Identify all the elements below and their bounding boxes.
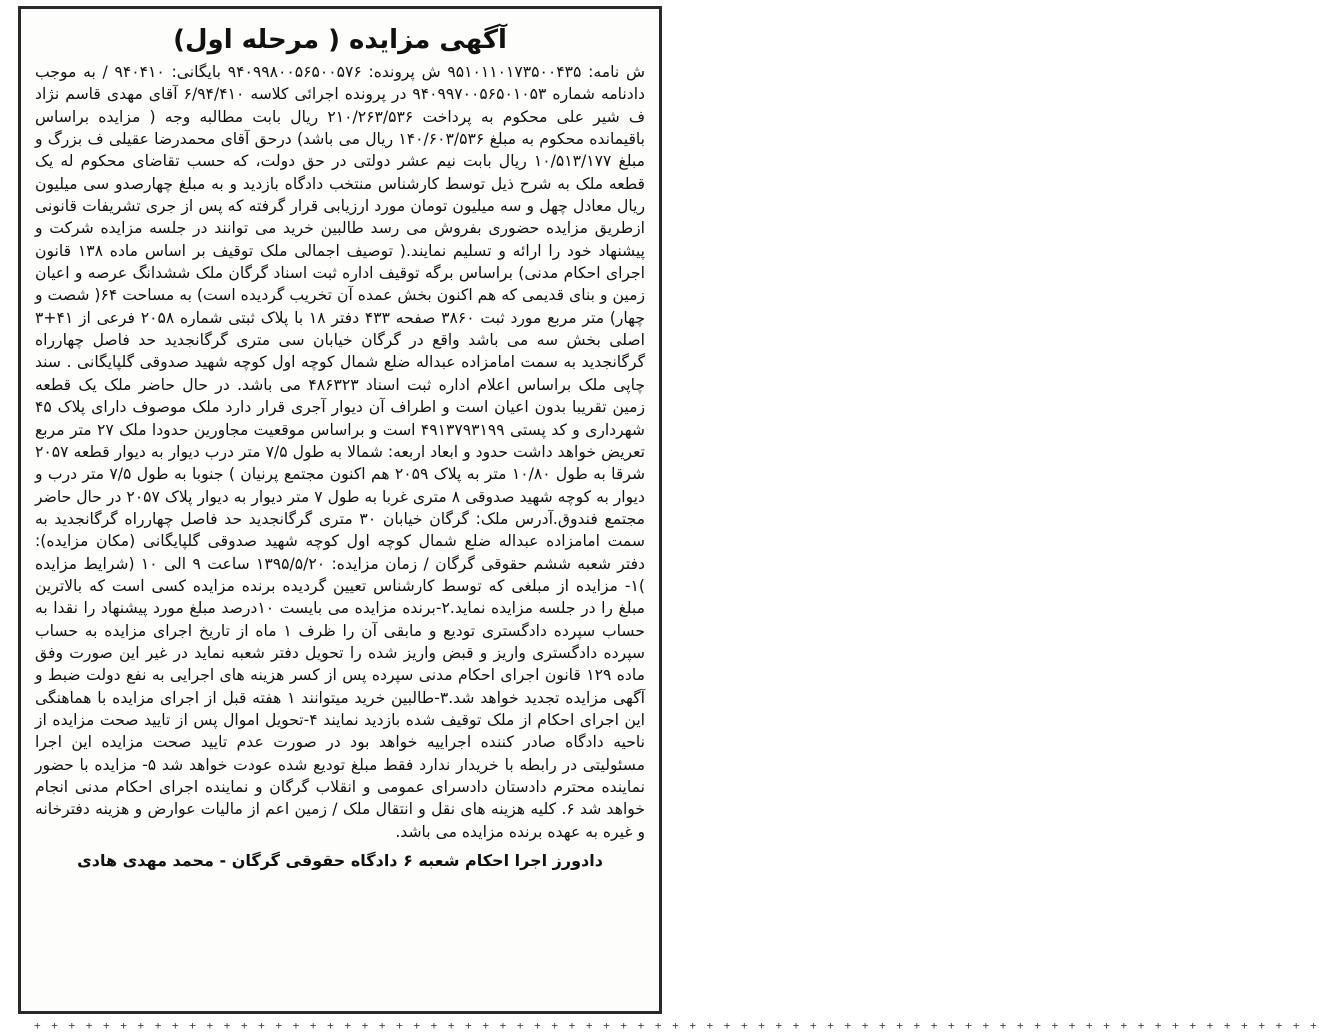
- notice-title: آگهی مزایده ( مرحله اول): [173, 25, 507, 55]
- notice-signature: دادورز اجرا احکام شعبه ۶ دادگاه حقوقی گرگان - محمد مهدی هادی: [77, 851, 603, 871]
- auction-notice: [18, 6, 662, 1014]
- notice-body: [21, 61, 659, 843]
- dotted-divider: + + + + + + + + + + + + + + + + + + + + + + + + + + + + + + + + + + + + + + + + + + + + + + + + + + + + + + + + + + + + + + + + + + + + + + + + + + +: [34, 1019, 1319, 1032]
- notice-body-text: ش نامه: ۹۵۱۰۱۱۰۱۷۳۵۰۰۴۳۵ ش پرونده: ۹۴۰۹۹۸۰۰۵۶۵۰۰۵۷۶ بایگانی: ۹۴۰۴۱۰ / به موجب دادنامه شماره ۹۴۰۹۹۷۰۰۵۶۵۰۱۰۵۳ در پرونده اجرائی کلاسه ۶/۹۴/۴۱۰ آقای مهدی قاسم نژاد ف شیر علی محکوم به پرداخت ۲۱۰/۲۶۳/۵۳۶ ریال بابت مطالبه وجه ( مزایده براساس باقیمانده محکوم به مبلغ ۱۴۰/۶۰۳/۵۳۶ ریال می باشد) درحق آقای محمدرضا عقیلی ف بزرگ و مبلغ ۱۰/۵۱۳/۱۷۷ ریال بابت نیم عشر دولتی در حق دولت، که حسب تقاضای محکوم له یک قطعه ملک به شرح ذیل توسط کارشناس منتخب دادگاه بازدید و به مبلغ چهارصدو سی میلیون ریال معادل چهل و سه میلیون تومان مورد ارزیابی قرار گرفته که پس از جری تشریفات قانونی ازطریق مزایده حضوری بفروش می رسد طالبین خرید می توانند در جلسه مزایده شرکت و پیشنهاد خود را ارائه و تسلیم نمایند.( توصیف اجمالی ملک توقیف بر اساس ماده ۱۳۸ قانون اجرای احکام مدنی) براساس برگه توقیف اداره ثبت اسناد گرگان ملک ششدانگ عرصه و اعیان زمین و بنای قدیمی که هم اکنون بخش عمده آن تخریب گردیده است) به مساحت ۶۴( شصت و چهار) متر مربع مورد ثبت ۳۸۶۰ صفحه ۴۳۳ دفتر ۱۸ با پلاک ثبتی شماره ۲۰۵۸ فرعی از ۴۱+۳ اصلی بخش سه می باشد واقع در گرگان خیابان سی متری گرگانجدید حد فاصل چهارراه گرگانجدید به سمت امامزاده عبداله ضلع شمال کوچه اول کوچه شهید صدوقی گلپایگانی . سند چاپی ملک براساس اعلام اداره ثبت اسناد ۴۸۶۳۲۳ می باشد. در حال حاضر ملک یک قطعه زمین تقریبا بدون اعیان است و اطراف آن دیوار آجری قرار دارد ملک موصوف دارای پلاک ۴۵ شهرداری و کد پستی ۴۹۱۳۷۹۳۱۹۹ است و براساس موقعیت مجاورین حدودا ملک ۲۷ متر مربع تعریض خواهد داشت حدود و ابعاد اربعه: شمالا به طول ۷/۵ متر درب دیوار به دیوار قطعه ۲۰۵۷ شرقا به طول ۱۰/۸۰ متر به پلاک ۲۰۵۹ هم اکنون مجتمع پرنیان ) جنوبا به طول ۷/۵ متر درب و دیوار به کوچه شهید صدوقی ۸ متری غربا به طول ۷ متر دیوار به دیوار پلاک ۲۰۵۷ در حال حاضر مجتمع فندوق.آدرس ملک: گرگان خیابان ۳۰ متری گرگانجدید حد فاصل چهارراه گرگانجدید به سمت امامزاده عبداله ضلع شمال کوچه اول کوچه شهید صدوقی گلپایگانی (مکان مزایده): دفتر شعبه ششم حقوقی گرگان / زمان مزایده: ۱۳۹۵/۵/۲۰ ساعت ۹ الی ۱۰ (شرایط مزایده )۱- مزایده از مبلغی که توسط کارشناس تعیین گردیده برنده مزایده کسی است که بالاترین مبلغ را در جلسه مزایده نماید.۲-برنده مزایده می بایست ۱۰درصد مبلغ مورد پیشنهاد را نقدا به حساب سپرده دادگستری تودیع و مابقی آن را ظرف ۱ ماه از تاریخ اجرای مزایده به حساب سپرده دادگستری واریز و قبض واریز شده را تحویل دفتر شعبه نماید در غیر این صورت وفق ماده ۱۲۹ قانون اجرای احکام مدنی سپرده پس از کسر هزینه های اجرایی به نفع دولت ضبط و آگهی مزایده تجدید خواهد شد.۳-طالبین خرید میتوانند ۱ هفته قبل از اجرای مزایده با هماهنگی این اجرای احکام از ملک توقیف شده بازدید نمایند ۴-تحویل اموال پس از تایید صحت مزایده از ناحیه دادگاه صادر کننده اجراییه خواهد بود در صورت عدم تایید صحت مزایده این اجرا مسئولیتی در رابطه با خریدار ندارد فقط مبلغ تودیع شده عودت خواهد شد ۵- مزایده با حضور نماینده محترم دادستان دادسرای عمومی و انقلاب گرگان و نماینده اجرای احکام مدنی انجام خواهد شد ۶. کلیه هزینه های نقل و انتقال ملک / زمین اعم از مالیات عوارض و هزینه دفترخانه و غیره به عهده برنده مزایده می باشد.: [35, 63, 646, 841]
